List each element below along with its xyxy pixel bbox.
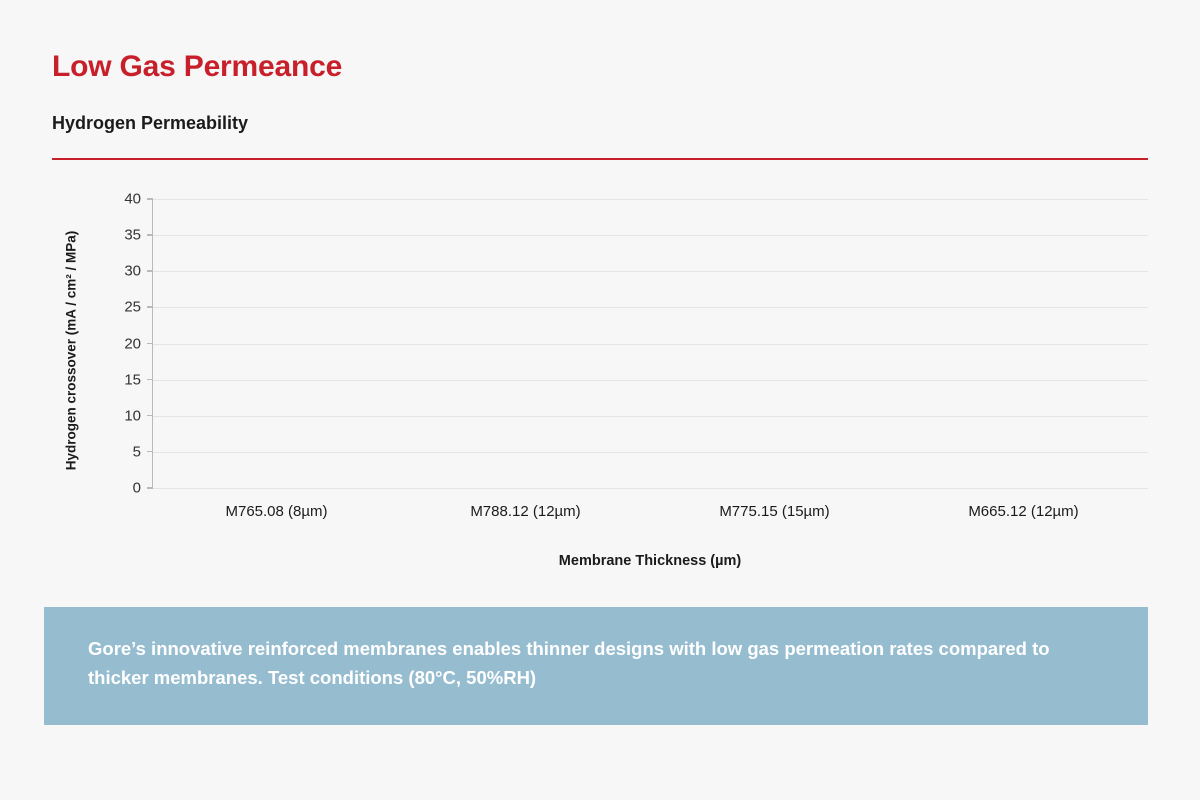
grid-line (153, 199, 1148, 200)
grid-line (153, 235, 1148, 236)
y-axis-tick-label: 20 (124, 335, 141, 352)
plot-area (124, 190, 1148, 497)
y-axis-tick-label: 15 (124, 371, 141, 389)
y-axis-tick-label: 10 (124, 407, 141, 425)
x-axis-category-label: M665.12 (12µm) (968, 503, 1079, 520)
y-axis-tick-label: 40 (124, 190, 141, 208)
callout-banner (44, 607, 1148, 725)
y-axis-label (58, 185, 84, 515)
header-divider (52, 158, 1148, 160)
grid-line (153, 416, 1148, 417)
x-axis-label: Membrane Thickness (µm) (558, 553, 742, 569)
grid-line (153, 380, 1148, 381)
y-axis-tick-label: 5 (132, 443, 141, 461)
y-axis-tick-label: 30 (124, 262, 141, 280)
x-axis-tick-labels (152, 503, 1148, 520)
x-axis-category-label: M775.15 (15µm) (719, 503, 830, 520)
grid-line (153, 344, 1148, 345)
y-axis-tick-label: 35 (124, 226, 141, 244)
chart-container (52, 185, 1148, 585)
grid-line (153, 271, 1148, 272)
y-axis-tick-label: 0 (132, 479, 141, 497)
chart-subtitle: Hydrogen Permeability (52, 113, 249, 133)
x-axis-category-label: M765.08 (8µm) (225, 503, 328, 520)
page-title: Low Gas Permeance (52, 50, 343, 83)
grid-line (153, 307, 1148, 308)
y-axis-label-text: Hydrogen crossover (mA / cm² / MPa) (63, 230, 79, 470)
grid-line (153, 452, 1148, 453)
grid-line (153, 488, 1148, 489)
x-axis-category-label: M788.12 (12µm) (470, 503, 581, 520)
y-axis-tick-label: 25 (124, 298, 141, 316)
callout-text: Gore’s innovative reinforced membranes enables thinner designs with low gas permeation rates compared to thicker membranes. Test conditions (80°C, 50%RH) (88, 638, 1050, 688)
